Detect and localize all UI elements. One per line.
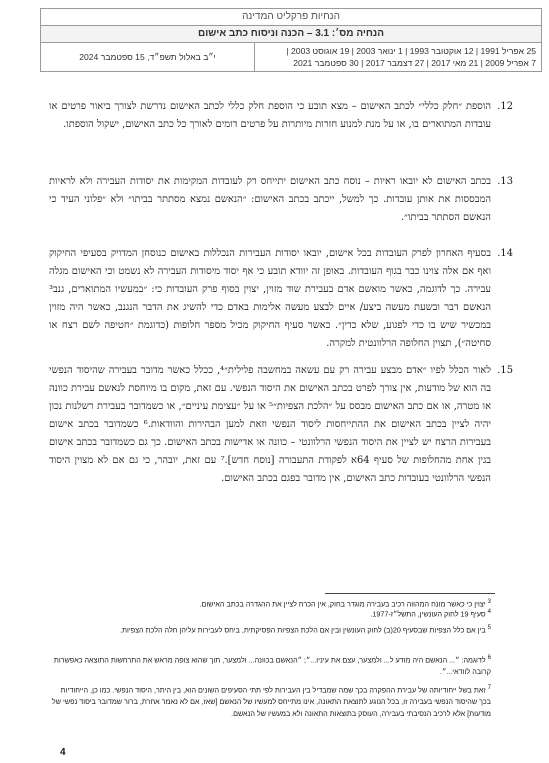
footnote-text: זאת בשל ייחודיותה של עבירת ההפקרה בכך שמה שמבדיל בין העבירות לפי תתי הסעיפים השונים הוא, בין היתר, היסוד הנפשי. כמו כן, הייחודיות בכך שהיסוד הנפשי בעבירה זו, בכל הנוגע לתוצאת התאונה, אינו מתייחס למעשיו של הנאשם [שאז, אם לא נאמר אחרת, ברור שמדובר ביסוד נפשי של מודעות] אלא לרכיב הנסיבתי בעבירה, העוסק בתוצאות התאונה ולא במעשיו של הנאשם. [51, 685, 491, 719]
footnote-text: סעיף 19 לחוק העונשין, התשל״ז-1977. [370, 609, 486, 619]
paragraph-15 [49, 362, 513, 488]
header-dates-row [41, 43, 541, 71]
revision-dates-line-1: 25 אפריל 1991 | 12 אוקטובר 1993 | 1 ינואר 2003 | 19 אוגוסט 2003 | [286, 46, 536, 56]
document-header [40, 8, 542, 72]
footnote-text: יצוין כי כאשר מונח המהווה רכיב בעבירה מוגדר בחוק, אין הכרח לציין את ההגדרה בכתב האישום. [199, 599, 486, 609]
paragraph-number: 13. [497, 176, 513, 187]
header-title: הנחיה מס׳: 3.1 – הכנה וניסוח כתב אישום [41, 26, 541, 43]
footnote-number: 7 [487, 685, 491, 691]
paragraph-number: 15. [497, 365, 513, 376]
paragraph-text: הוספת ״חלק כללי״ לכתב האישום – מצא תובע כי הוספת חלק כללי לכתב האישום נדרשת לצורך ביאור פרטים או עובדות המתוארים בו, או על מנת למנוע חזרות מיותרות על פרטים דומים לאורך כל כתב האישום, ישקול הוספתו. [49, 101, 491, 130]
footnote-4 [49, 606, 491, 620]
footnote-number: 5 [487, 625, 491, 631]
paragraph-number: 14. [497, 248, 513, 259]
paragraph-number: 12. [497, 101, 513, 112]
footnote-number: 6 [487, 655, 491, 661]
footnote-text: בין אם כלל הצפיות שבסעיף 20(ב) לחוק העונשין ובין אם הלכת הצפיות הפסיקתית, ביחס לעבירות עליהן חלה הלכת הצפיות. [120, 625, 486, 635]
footnote-7 [49, 682, 491, 720]
paragraph-text: בכתב האישום לא יובאו ראיות – נוסח כתב האישום יתייחס רק לעובדות המקימות את יסודות העבירה ולא לראיות המבססות את אותן עובדות. כך למשל, ייכתב בכתב האישום: ״הנאשם נמצא מסתתר בביתו״ ולא ״פלוני העיד כי הנאשם הסתתר בביתו״. [49, 176, 491, 223]
footnote-number: 4 [487, 609, 491, 615]
page-number: 4 [60, 747, 66, 758]
revision-dates-line-2: 7 אפריל 2009 | 21 מאי 2017 | 27 דצמבר 2017 | 30 ספטמבר 2021 [293, 58, 536, 68]
paragraph-13 [49, 173, 513, 227]
footnote-6 [49, 652, 491, 678]
paragraph-text: בסעיף האחרון לפרק העובדות בכל אישום, יובאו יסודות העבירות הנכללות באישום כנוסחן המדויק בסעיפי החיקוק ואף אם אלה צוינו כבר בגוף העובדות. באופן זה יוודא תובע כי אף יסוד מיסודות העבירה לא נשמט וכי האישום מגלה עבירה. כך לדוגמה, כאשר מואשם אדם בעבירת שוד מזוין, יצוין בסוף פרק העובדות כי: ״במעשיו המתוארים, גנב³ הנאשם דבר ובשעת מעשה ביצע/ איים לבצע מעשה אלימות באדם כדי להשיג את הדבר הנגנב, כאשר היה מזוין במכשיר שיש בו כדי לפגוע, שלא כדין״. כאשר סעיף החיקוק מכיל מספר חלופות (כדוגמת ״חטיפה לשם רצח או סחיטה״), תצוין החלופה הרלוונטית למקרה. [49, 248, 491, 349]
footnote-text: לדוגמה: ״... הנאשם היה מודע ל... ולמצער, עצם את עיניו...״; ״הנאשם בכוונה... ולמצער, תוך שהוא צופה מראש את התרחשות התוצאה כאפשרות קרובה לוודאי...״. [53, 655, 491, 677]
paragraph-text: לאור הכלל לפיו ״אדם מבצע עבירה רק עם עשאה במחשבה פלילית״⁴, ככלל כאשר מדובר בעבירה שהיסוד הנפשי בה הוא של מודעות, אין צורך לפרט בכתב האישום את היסוד הנפשי. עם זאת, מקום בו מיוחסת לנאשם עבירת כוונה או מטרה, או אם כתב האישום מבסס על ״הלכת הצפיות״⁵ או על ״עצימת עיניים״, או כשמדובר בעבירת רשלנות נכון יהיה לציין בכתב האישום את ההתייחסות ליסוד הנפשי וזאת למען הבהירות והוודאות.⁶ כשמדובר בכתב אישום בעבירות הרצח יש לציין את היסוד הנפשי הרלוונטי – כוונה או אדישות בכתב האישום. כך גם כשמדובר בכתב אישום בגין אחת מהחלופות של סעיף 64א לפקודת התעבורה [נוסח חדש].⁷ עם זאת, יובהר, כי גם אם לא מצוין היסוד הנפשי הרלוונטי בעובדות כתב האישום, אין מדובר בפגם בכתב האישום. [49, 365, 491, 484]
paragraph-12 [49, 98, 513, 134]
footnote-number: 3 [487, 599, 491, 605]
last-update-date: י״ב באלול תשפ״ד, 15 ספטמבר 2024 [79, 52, 216, 62]
paragraph-14 [49, 245, 513, 353]
header-org: הנחיות פרקליט המדינה [41, 9, 541, 26]
footnote-separator [325, 593, 495, 594]
revision-dates [254, 43, 541, 71]
footnote-5 [49, 622, 491, 636]
